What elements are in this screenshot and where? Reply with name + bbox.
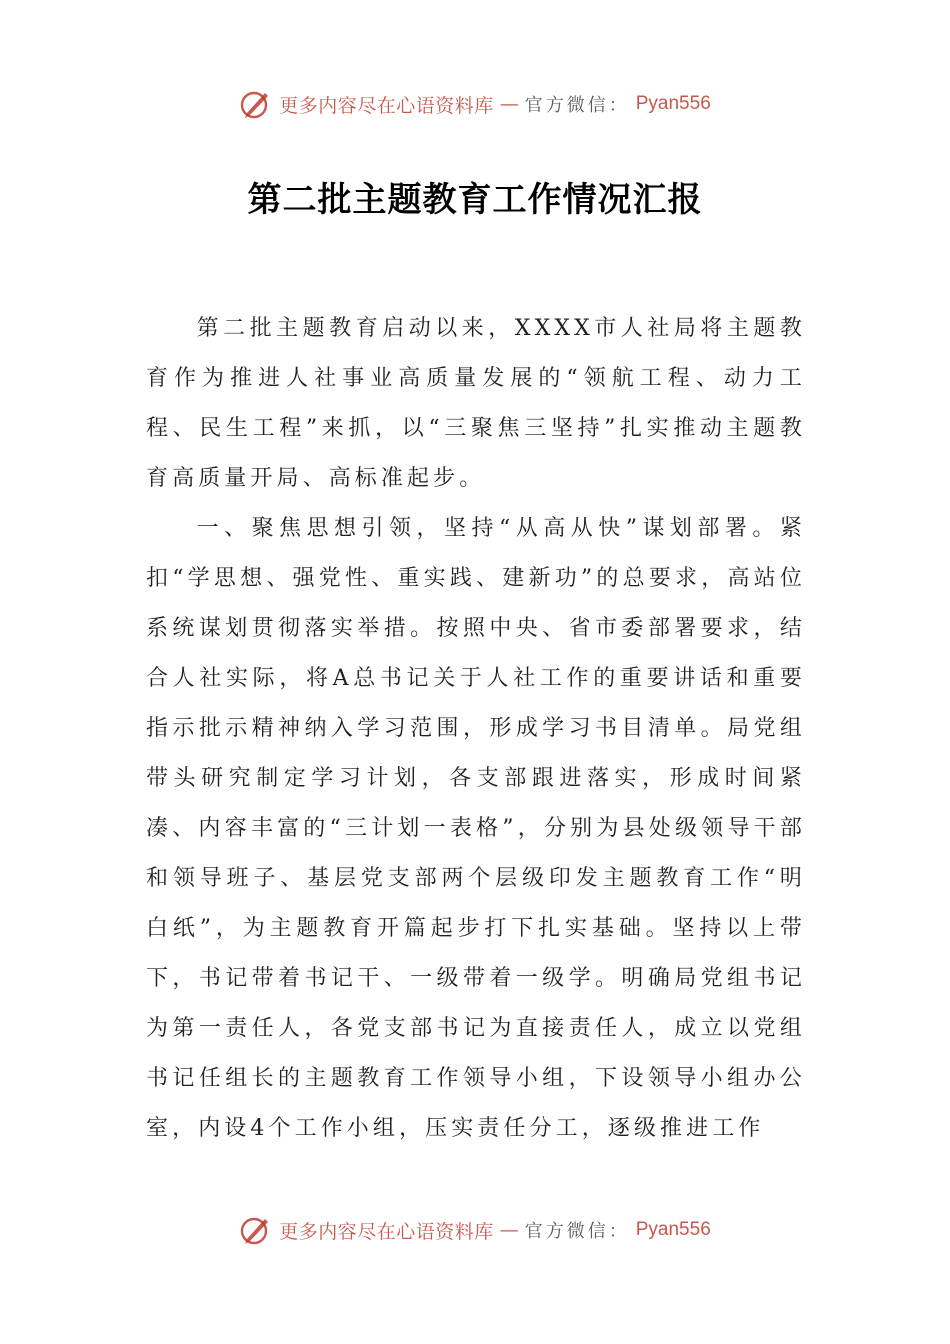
paragraph-section-one: 一、聚焦思想引领，坚持“从高从快”谋划部署。紧扣“学思想、强党性、重实践、建新功”的总要求，高站位系统谋划贯彻落实举措。按照中央、省市委部署要求，结合人社实际，将A总书记关于人社工作的重要讲话和重要指示批示精神纳入学习范围，形成学习书目清单。局党组带头研究制定学习计划，各支部跟进落实，形成时间紧凑、内容丰富的“三计划一表格”，分别为县处级领导干部和领导班子、基层党支部两个层级印发主题教育工作“明白纸”，为主题教育开篇起步打下扎实基础。坚持以上带下，书记带着书记干、一级带着一级学。明确局党组书记为第一责任人，各党支部书记为直接责任人，成立以党组书记任组长的主题教育工作领导小组，下设领导小组办公室，内设4个工作小组，压实责任分工，逐级推进工作 [146, 516, 806, 1141]
paragraph-intro: 第二批主题教育启动以来，XXXX市人社局将主题教育作为推进人社事业高质量发展的“领航工程、动力工程、民生工程”来抓，以“三聚焦三坚持”扎实推动主题教育高质量开局、高标准起步。 [146, 316, 806, 491]
banner-official-label: 官方微信： [524, 1221, 630, 1242]
document-title: 第二批主题教育工作情况汇报 [247, 180, 703, 220]
document-body [146, 304, 806, 1154]
header-banner [0, 84, 950, 124]
banner-dash: — [499, 1219, 519, 1241]
banner-ad-text: 更多内容尽在心语资料库 [279, 1220, 494, 1243]
banner-ad-text: 更多内容尽在心语资料库 [279, 94, 494, 117]
banner-wechat-id: Pyan556 [635, 1219, 711, 1240]
banner-wechat-id: Pyan556 [635, 93, 711, 114]
pen-logo-icon [239, 1213, 273, 1247]
banner-official-label: 官方微信： [524, 95, 630, 116]
pen-logo-icon [239, 87, 273, 121]
footer-banner [0, 1210, 950, 1250]
banner-dash: — [499, 93, 519, 115]
